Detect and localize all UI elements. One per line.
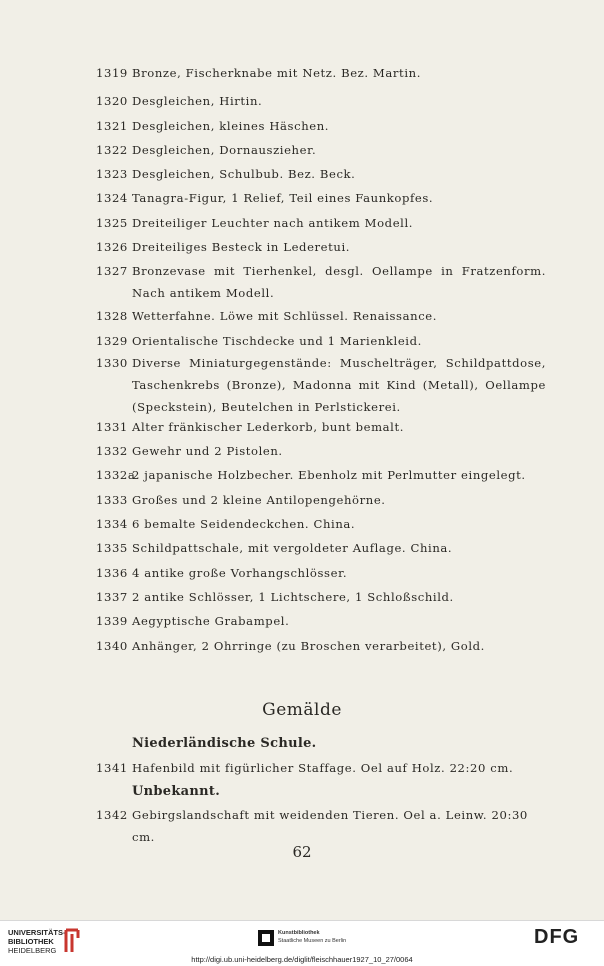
catalog-entry	[96, 187, 546, 209]
catalog-entry	[96, 260, 546, 304]
entry-number: 1325	[96, 216, 128, 230]
entry-number: 1334	[96, 517, 128, 531]
entry-number: 1322	[96, 143, 128, 157]
entry-text: Tanagra-Figur, 1 Relief, Teil eines Faunkopfes.	[132, 191, 434, 205]
entry-number: 1323	[96, 167, 128, 181]
catalog-entry	[96, 139, 546, 161]
catalog-entry	[96, 537, 546, 559]
entry-number: 1333	[96, 493, 128, 507]
entry-text: Desgleichen, Dornauszieher.	[132, 143, 317, 157]
source-url[interactable]: http://digi.ub.uni-heidelberg.de/diglit/fleischhauer1927_10_27/0064	[191, 955, 413, 964]
catalog-entry	[96, 236, 546, 258]
entry-number: 1335	[96, 541, 128, 555]
entry-text: Dreiteiliges Besteck in Lederetui.	[132, 240, 351, 254]
entry-text: Desgleichen, Hirtin.	[132, 94, 263, 108]
catalog-entry	[96, 305, 546, 327]
ub-logo-icon	[62, 926, 84, 956]
entry-number: 1336	[96, 566, 128, 580]
entry-number: 1331	[96, 420, 128, 434]
entry-number: 1321	[96, 119, 128, 133]
entry-number: 1328	[96, 309, 128, 323]
entry-number: 1324	[96, 191, 128, 205]
catalog-entry	[96, 562, 546, 584]
catalog-entry	[96, 62, 546, 84]
entry-text: Großes und 2 kleine Antilopengehörne.	[132, 493, 386, 507]
entry-text: Alter fränkischer Lederkorb, bunt bemalt.	[132, 420, 405, 434]
entry-text: Anhänger, 2 Ohrringe (zu Broschen verarbeitet), Gold.	[132, 639, 485, 653]
catalog-entry	[96, 489, 546, 511]
subsection-heading: Unbekannt.	[132, 784, 221, 799]
catalog-entry	[96, 352, 546, 418]
ub-heidelberg-logo-text	[8, 928, 66, 955]
entry-number: 1337	[96, 590, 128, 604]
catalog-entry	[96, 212, 546, 234]
entry-text: Hafenbild mit figürlicher Staffage. Oel auf Holz. 22:20 cm.	[132, 761, 514, 775]
catalog-entry	[96, 90, 546, 112]
entry-number: 1332	[96, 444, 128, 458]
catalog-entry	[96, 513, 546, 535]
entry-text: 6 bemalte Seidendeckchen. China.	[132, 517, 356, 531]
subsection-heading: Niederländische Schule.	[132, 736, 317, 751]
entry-text: Bronzevase mit Tierhenkel, desgl. Oellampe in Fratzenform. Nach antikem Modell.	[132, 264, 546, 300]
entry-text: 2 japanische Holzbecher. Ebenholz mit Perlmutter eingelegt.	[132, 468, 526, 482]
catalog-entry	[96, 586, 546, 608]
entry-number: 1342	[96, 808, 128, 822]
dfg-logo: DFG	[534, 926, 580, 948]
entry-text: Desgleichen, Schulbub. Bez. Beck.	[132, 167, 356, 181]
catalog-entry	[96, 416, 546, 438]
entry-text: Wetterfahne. Löwe mit Schlüssel. Renaissance.	[132, 309, 438, 323]
catalog-entry	[96, 330, 546, 352]
ub-line: HEIDELBERG	[8, 946, 57, 955]
entry-number: 1341	[96, 761, 128, 775]
kb-line: Kunstbibliothek	[278, 930, 320, 936]
ub-line: BIBLIOTHEK	[8, 937, 54, 946]
ub-line: UNIVERSITÄTS-	[8, 928, 66, 937]
catalog-entry	[96, 635, 546, 657]
kunstbibliothek-text	[278, 929, 346, 945]
entry-number: 1320	[96, 94, 128, 108]
section-title: Gemälde	[262, 700, 342, 720]
kb-line: Staatliche Museen zu Berlin	[278, 938, 347, 944]
entry-number: 1329	[96, 334, 128, 348]
catalog-entry	[96, 757, 546, 779]
catalog-entry	[96, 804, 546, 848]
entry-text: Orientalische Tischdecke und 1 Marienkleid.	[132, 334, 422, 348]
catalog-entry	[96, 440, 546, 462]
entry-number: 1332a	[96, 468, 136, 482]
entry-text: Schildpattschale, mit vergoldeter Auflage. China.	[132, 541, 453, 555]
catalog-entry	[96, 115, 546, 137]
entry-text: Dreiteiliger Leuchter nach antikem Modell.	[132, 216, 414, 230]
entry-text: Bronze, Fischerknabe mit Netz. Bez. Martin.	[132, 66, 421, 80]
entry-text: Gewehr und 2 Pistolen.	[132, 444, 283, 458]
entry-number: 1326	[96, 240, 128, 254]
catalog-entry	[96, 163, 546, 185]
kunstbibliothek-logo-icon	[258, 930, 274, 946]
entry-text: 2 antike Schlösser, 1 Lichtschere, 1 Schloßschild.	[132, 590, 454, 604]
entry-text: Gebirgslandschaft mit weidenden Tieren. Oel a. Leinw. 20:30 cm.	[132, 808, 528, 844]
entry-text: Diverse Miniaturgegenstände: Muschelträger, Schildpattdose, Taschenkrebs (Bronze), Madonna mit Kind (Metall), Oellampe (Speckstein), Beutelchen in Perlstickerei.	[132, 356, 546, 414]
entry-number: 1330	[96, 356, 128, 370]
catalog-entry	[96, 610, 546, 632]
entry-text: Aegyptische Grabampel.	[132, 614, 290, 628]
entry-number: 1327	[96, 264, 128, 278]
catalog-entry	[96, 464, 546, 486]
entry-text: 4 antike große Vorhangschlösser.	[132, 566, 348, 580]
entry-text: Desgleichen, kleines Häschen.	[132, 119, 330, 133]
entry-number: 1339	[96, 614, 128, 628]
entry-number: 1319	[96, 66, 128, 80]
page-number: 62	[292, 843, 312, 861]
entry-number: 1340	[96, 639, 128, 653]
